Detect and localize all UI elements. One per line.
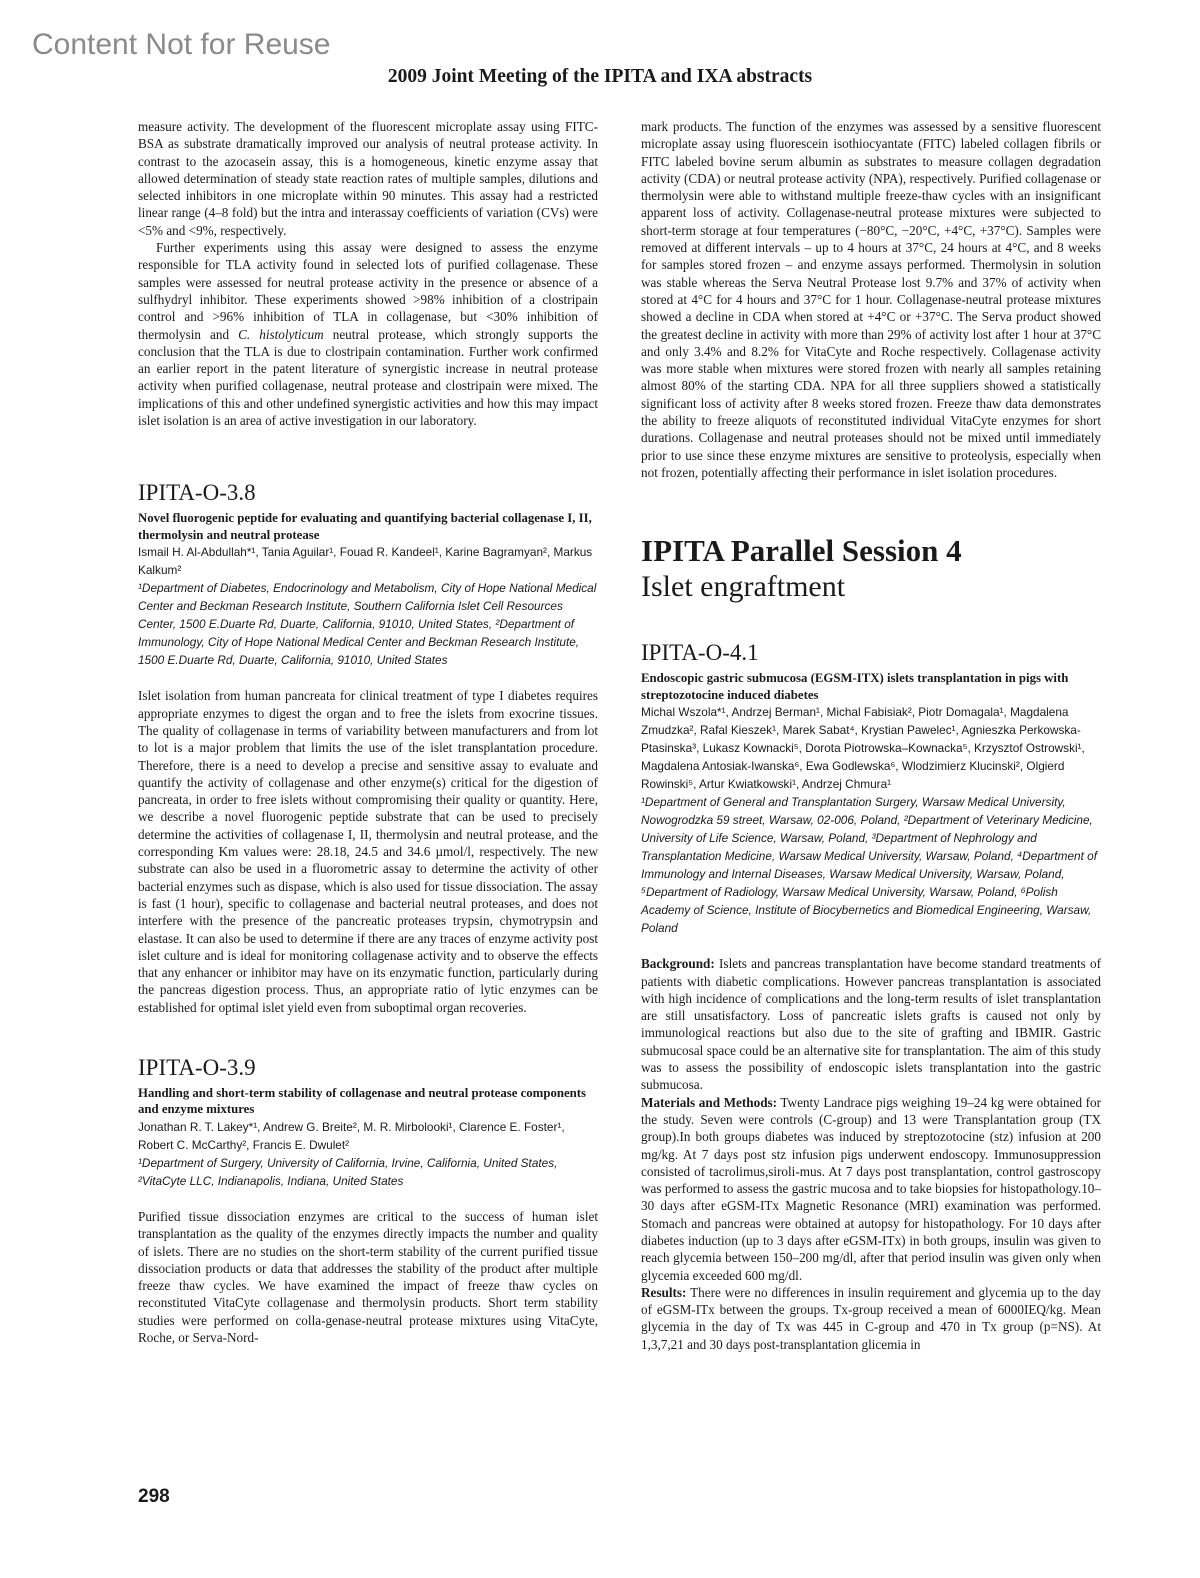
section-label: Materials and Methods: — [641, 1094, 778, 1110]
abstract-id: IPITA-O-3.9 — [138, 1054, 256, 1080]
running-head: 2009 Joint Meeting of the IPITA and IXA abstracts — [387, 66, 813, 87]
page-number: 298 — [138, 1486, 170, 1507]
abstract-title: Novel fluorogenic peptide for evaluating and quantifying bacterial collagenase I, II, thermolysin and neutral protease — [138, 511, 592, 542]
left-column — [138, 118, 598, 1346]
watermark: Content Not for Reuse — [32, 28, 331, 61]
abstract-affiliations: ¹Department of Surgery, University of California, Irvine, California, United States, ²VitaCyte LLC, Indianapolis, Indiana, United States — [138, 1155, 558, 1188]
background-section: Background: Islets and pancreas transplantation have become standard treatments of patients with diabetic complications. However pancreas transplantation is associated with high incidence of complications and the long-term results of islet transplantation are still unsatisfactory. Loss of pancreatic islets grafts is caused not only by immunological reactions but also due to the site of grafting and IBMIR. Gastric submucosal space could be an alternative site for transplantation. The aim of this study was to assess the possibility of endoscopic islets transplantation into the gastric submucosa. — [641, 956, 1101, 1093]
continued-paragraph: mark products. The function of the enzymes was assessed by a sensitive fluorescent microplate assay using fluorescein isothiocyantate (FITC) labeled collagen fibrils or FITC labeled bovine serum albumin as substrates to measure collagen degradation activity (CDA) or neutral protease activity (NPA), respectively. Purified collagenase or thermolysin were able to withstand multiple freeze-thaw cycles with an insignificant apparent loss of activity. Collagenase-neutral protease mixtures were subjected to short-term storage at four temperatures (−80°C, −20°C, +4°C, +37°C). Samples were removed at different intervals – up to 4 hours at 37°C, 24 hours at 4°C, and 8 weeks for samples stored frozen – and enzyme assays performed. Thermolysin in solution was stable whereas the Serva Neutral Protease lost 9.7% and 37% of activity when stored at 4°C for 4 hours and 37°C for 1 hour. Collagenase-neutral protease mixtures showed a decline in CDA when stored at +4°C or +37°C. The Serva product showed the greatest decline in activity with more than 29% of activity lost after 1 hour at 37°C and only 3.4% and 8.2% for VitaCyte and Roche respectively. Collagenase activity was more stable when mixtures were stored frozen with nearly all samples retaining almost 80% of the starting CDA. NPA for all three suppliers showed a statistically significant loss of activity after 8 weeks stored frozen. Freeze thaw data demonstrates the ability to freeze aliquots of reconstituted individual VitaCyte enzymes for short durations. Collagenase and neutral proteases should not be mixed until immediately prior to use since these enzyme mixtures are sensitive to proteolysis, especially when not frozen, potentially affecting their performance in islet isolation procedures. — [641, 119, 1101, 480]
section-label: Results: — [641, 1284, 687, 1300]
abstract-id: IPITA-O-4.1 — [641, 640, 759, 666]
abstract-authors: Jonathan R. T. Lakey*¹, Andrew G. Breite², M. R. Mirbolooki¹, Clarence E. Foster¹, Robert C. McCarthy², Francis E. Dwulet² — [138, 1119, 565, 1152]
abstract-o-3-9 — [138, 1054, 598, 1346]
methods-section: Materials and Methods: Twenty Landrace pigs weighing 19–24 kg were obtained for the study. Seven were controls (C-group) and 13 were Transplantation group (TX group).In both groups diabetes was induced by streptozotocine (stz) infusion at 200 mg/kg. At 7 days post stz infusion pigs underwent endoscopy. Immunosuppression consisted of tacrolimus,siroli-mus. At 7 days post transplantation, control gastroscopy was performed to assess the gastric mucosa and to take biopsies for histopathology.10–30 days after eGSM-ITx Magnetic Resonance (MRI) examination was performed. Stomach and pancreas were obtained at autopsy for histopathology. For 10 days after diabetes induction (up to 3 days after eGSM-ITx) in both groups, insulin was given to reach glycemia between 150–200 mg/dl, after that period insulin was given only when glycemia exceeded 600 mg/dl. — [641, 1094, 1101, 1283]
abstract-authors: Michal Wszola*¹, Andrzej Berman¹, Michal Fabisiak², Piotr Domagala¹, Magdalena Zmudzka², Rafal Kieszek¹, Marek Sabat⁴, Krystian Pawelec¹, Agnieszka Perkowska-Ptasinska³, Lukasz Kownacki⁵, Dorota Piotrowska–Kownacka⁵, Krzysztof Ostrowski¹, Magdalena Antosiak-Iwanska⁶, Ewa Godlewska⁶, Wlodzimierz Klucinski², Olgierd Rowinski⁵, Artur Kwiatkowski¹, Andrzej Chmura¹ — [641, 705, 1085, 792]
section-label: Background: — [641, 956, 715, 972]
abstract-id: IPITA-O-3.8 — [138, 480, 256, 506]
abstract-authors: Ismail H. Al-Abdullah*¹, Tania Aguilar¹, Fouad R. Kandeel¹, Karine Bagramyan², Markus Kalkum² — [138, 545, 593, 578]
continued-paragraph-1: measure activity. The development of the fluorescent microplate assay using FITC-BSA as substrate dramatically improved our analysis of neutral protease activity. In contrast to the azocasein assay, this is a homogeneous, kinetic enzyme assay that allowed determination of steady state reaction rates of multiple samples, dilutions and selected inhibitors in one microplate within 90 minutes. This assay had a restricted linear range (4–8 fold) but the intra and interassay coefficients of variation (CVs) were <5% and <9%, respectively. — [138, 119, 598, 238]
abstract-title: Endoscopic gastric submucosa (EGSM-ITX) islets transplantation in pigs with streptozotocine induced diabetes — [641, 671, 1069, 702]
session-subtitle: Islet engraftment — [641, 570, 846, 604]
abstract-title: Handling and short-term stability of collagenase and neutral protease components and enzyme mixtures — [138, 1085, 587, 1117]
abstract-affiliations: ¹Department of General and Transplantation Surgery, Warsaw Medical University, Nowogrodzka 59 street, Warsaw, 02-006, Poland, ²Department of Veterinary Medicine, University of Life Science, Warsaw, Poland, ³Department of Nephrology and Transplantation Medicine, Warsaw Medical University, Warsaw, Poland, ⁴Department of Immunology and Internal Diseases, Warsaw Medical University, Warsaw, Poland, ⁵Department of Radiology, Warsaw Medical University, Warsaw, Poland, ⁶Polish Academy of Science, Institute of Biocybernetics and Biomedical Engineering, Warsaw, Poland — [641, 795, 1097, 936]
results-section: Results: There were no differences in insulin requirement and glycemia up to the day of eGSM-ITx between the groups. Tx-group received a mean of 6000IEQ/kg. Mean glycemia in the day of Tx was 445 in C-group and 470 in Tx group (p=NS). At 1,3,7,21 and 30 days post-transplantation glicemia in — [641, 1284, 1101, 1352]
abstract-affiliations: ¹Department of Diabetes, Endocrinology and Metabolism, City of Hope National Medical Center and Beckman Research Institute, Southern California Islet Cell Resources Center, 1500 E.Duarte Rd, Duarte, California, 91010, United States, ²Department of Immunology, City of Hope National Medical Center and Beckman Research Institute, 1500 E.Duarte Rd, Duarte, California, 91010, United States — [138, 581, 597, 668]
abstract-body: Purified tissue dissociation enzymes are critical to the success of human islet transplantation as the quality of the enzymes directly impacts the number and quality of islets. There are no studies on the short-term stability of the current purified tissue dissociation products or data that addresses the stability of the product after multiple freeze thaw cycles. We have examined the impact of freeze thaw cycles on reconstituted VitaCyte collagenase and thermolysin products. Short term stability studies were performed on colla-genase-neutral protease mixtures using VitaCyte, Roche, or Serva-Nord- — [138, 1208, 598, 1346]
continued-paragraph-2: Further experiments using this assay were designed to assess the enzyme responsible for TLA activity found in selected lots of purified collagenase. These samples were assessed for neutral protease activity in the presence or absence of a sulfhydryl inhibitor. These experiments showed >98% inhibition of a clostripain control and >96% inhibition of TLA in collagenase, but <30% inhibition of thermolysin and C. histolyticum neutral protease, which strongly supports the conclusion that the TLA is due to clostripain contamination. Further work confirmed an earlier report in the patent literature of synergistic increase in neutral protease activity when purified collagenase, neutral protease and clostripain were mixed. The implications of this and other undefined synergistic activities and how this may impact islet isolation is an area of active investigation in our laboratory. — [138, 240, 598, 429]
abstract-o-3-8 — [138, 479, 598, 1016]
abstract-o-4-1 — [641, 639, 1101, 1353]
right-column — [641, 118, 1101, 1353]
abstract-body: Islet isolation from human pancreata for clinical treatment of type I diabetes requires appropriate enzymes to digest the organ and to free the islets from exocrine tissues. The quality of collagenase in terms of variability between manufacturers and from lot to lot is a major problem that limits the use of the islet transplantation procedure. Therefore, there is a need to develop a precise and sensitive assay to evaluate and quantify the activity of collagenase and other enzyme(s) critical for the digestion of pancreata, in order to free islets without compromising their quality or quantity. Here, we describe a novel fluorogenic peptide substrate that can be used to precisely determine the activities of collagenase I, II, thermolysin and neutral protease, and the corresponding Km values were: 28.18, 24.5 and 34.6 µmol/l, respectively. The new substrate can also be used in a fluorometric assay to determine the activity of other bacterial enzymes such as dispase, which is also used for tissue dissociation. The assay is fast (1 hour), specific to collagenase and bacterial neutral proteases, and does not interfere with the presence of the pancreatic proteases trypsin, chymotrypsin and elastase. It can also be used to determine if there are any traces of enzyme activity post islet culture and is ideal for monitoring collagenase activity and to observe the effects that any enhancer or inhibitor may have on its enzymatic function, particularly during the pancreas digestion process. Thus, an appropriate ratio of lytic enzymes can be established for optimal islet yield even from suboptimal organ recoveries. — [138, 688, 598, 1015]
species-name: C. histolyticum — [238, 326, 324, 342]
session-title: IPITA Parallel Session 4 — [641, 533, 962, 569]
